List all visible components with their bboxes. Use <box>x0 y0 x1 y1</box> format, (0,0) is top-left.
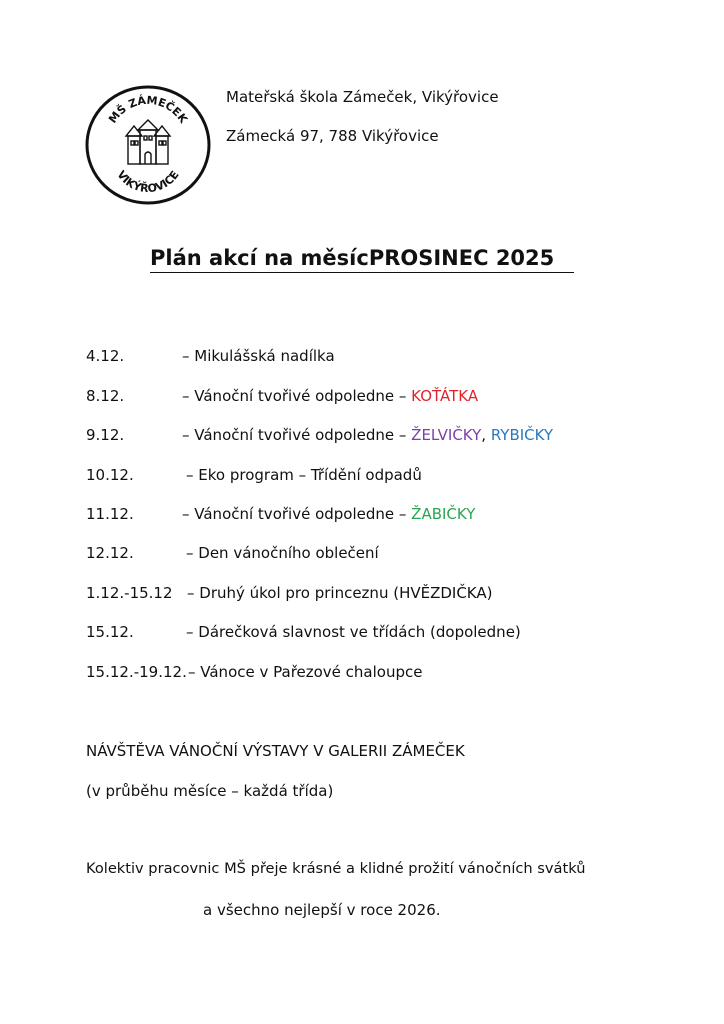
school-logo <box>84 84 212 206</box>
event-text: – Eko program – Třídění odpadů <box>186 466 422 484</box>
event-row <box>86 584 686 608</box>
event-row <box>86 663 686 687</box>
svg-text:VIKÝŘOVICE <box>114 168 181 195</box>
event-text: – Mikulášská nadílka <box>182 347 335 365</box>
castle-icon <box>126 120 170 164</box>
page-title: Plán akcí na měsícPROSINEC 2025 <box>150 246 574 273</box>
class-name-rybicky: RYBIČKY <box>490 426 554 444</box>
event-row <box>86 544 686 568</box>
event-row <box>86 505 686 529</box>
event-text: – Vánoční tvořivé odpoledne – <box>182 505 412 523</box>
event-row <box>86 466 686 490</box>
event-date: 9.12. <box>86 426 125 444</box>
event-text: – Druhý úkol pro princeznu (HVĚZDIČKA) <box>187 584 493 602</box>
class-name-zelvicky: ŽELVIČKY <box>411 426 482 444</box>
event-text: – Dárečková slavnost ve třídách (dopoledne) <box>186 623 521 641</box>
school-address: Zámecká 97, 788 Vikýřovice <box>226 127 439 145</box>
class-name-zabicky: ŽABIČKY <box>411 505 476 523</box>
class-separator: , <box>481 426 491 444</box>
event-date: 4.12. <box>86 347 125 365</box>
class-name-kotatka: KOŤÁTKA <box>411 387 479 405</box>
event-row <box>86 426 686 450</box>
event-date: 10.12. <box>86 466 134 484</box>
exhibit-note: (v průběhu měsíce – každá třída) <box>86 782 334 800</box>
event-date: 1.12.-15.12 <box>86 584 173 602</box>
svg-text:MŠ ZÁMEČEK <box>106 94 190 126</box>
event-date: 11.12. <box>86 505 134 523</box>
event-text: – Den vánočního oblečení <box>186 544 379 562</box>
event-date: 15.12.-19.12. <box>86 663 187 681</box>
greeting-line-2: a všechno nejlepší v roce 2026. <box>203 901 441 919</box>
logo-text-top: MŠ ZÁMEČEK <box>106 93 190 126</box>
event-row <box>86 623 686 647</box>
event-date: 15.12. <box>86 623 134 641</box>
event-date: 12.12. <box>86 544 134 562</box>
event-text: – Vánoční tvořivé odpoledne – <box>182 387 412 405</box>
event-row <box>86 347 686 371</box>
event-row <box>86 387 686 411</box>
greeting-line-1: Kolektiv pracovnic MŠ přeje krásné a klidné prožití vánočních svátků <box>86 860 586 877</box>
school-name: Mateřská škola Zámeček, Vikýřovice <box>226 88 499 106</box>
event-text: – Vánoční tvořivé odpoledne – <box>182 426 412 444</box>
event-text: – Vánoce v Pařezové chaloupce <box>188 663 423 681</box>
event-date: 8.12. <box>86 387 125 405</box>
logo-text-bottom: VIKÝŘOVICE <box>114 168 182 196</box>
exhibit-heading: NÁVŠTĚVA VÁNOČNÍ VÝSTAVY V GALERII ZÁMEČEK <box>86 742 465 760</box>
